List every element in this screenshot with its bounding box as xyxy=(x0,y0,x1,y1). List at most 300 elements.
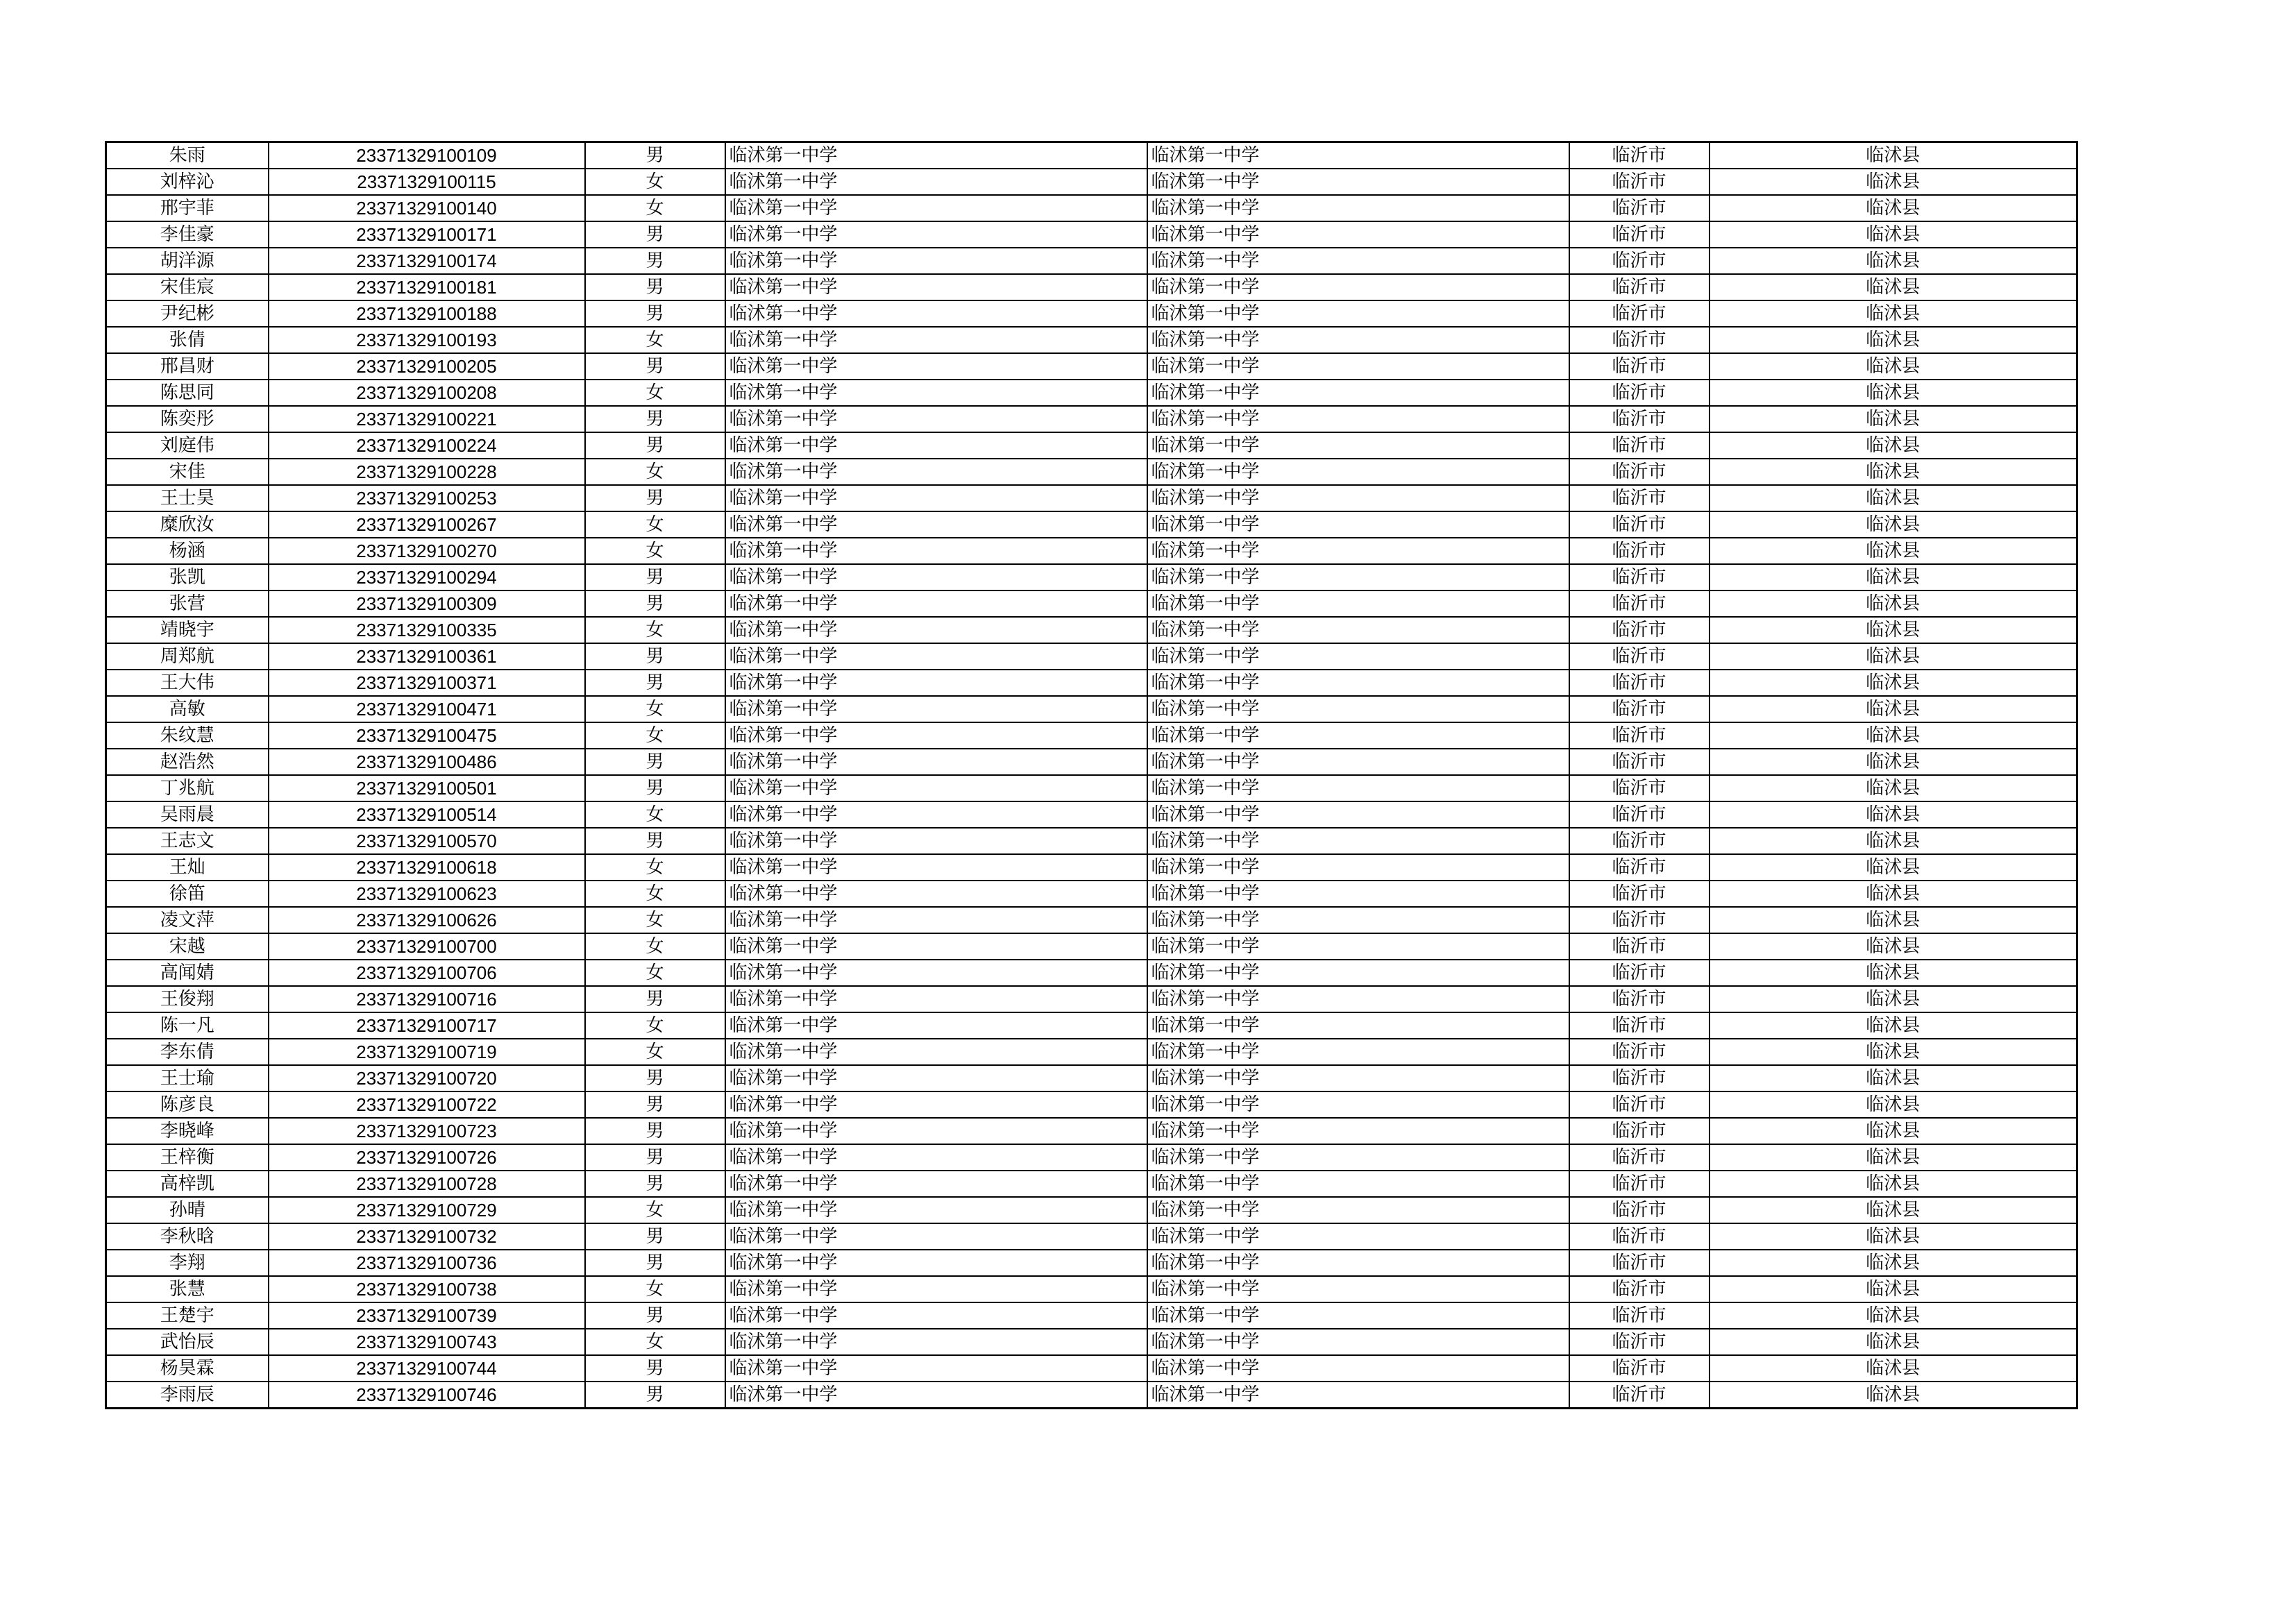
school-cell: 临沭第一中学 xyxy=(725,801,1147,828)
county-cell: 临沭县 xyxy=(1710,696,2077,722)
exam-number-cell: 23371329100722 xyxy=(269,1091,585,1118)
gender-cell: 男 xyxy=(585,300,725,327)
exam-number-cell: 23371329100228 xyxy=(269,459,585,485)
school-cell: 临沭第一中学 xyxy=(725,960,1147,986)
exam-number-cell: 23371329100739 xyxy=(269,1302,585,1329)
gender-cell: 男 xyxy=(585,986,725,1012)
student-name-cell: 徐笛 xyxy=(106,881,269,907)
exam-number-cell: 23371329100270 xyxy=(269,538,585,564)
school-cell: 临沭第一中学 xyxy=(725,775,1147,801)
exam-number-cell: 23371329100205 xyxy=(269,353,585,380)
table-row xyxy=(106,485,2077,511)
student-name-cell: 王士瑜 xyxy=(106,1065,269,1091)
county-cell: 临沭县 xyxy=(1710,380,2077,406)
city-cell: 临沂市 xyxy=(1569,169,1710,195)
school-cell: 临沭第一中学 xyxy=(725,511,1147,538)
table-row xyxy=(106,749,2077,775)
county-cell: 临沭县 xyxy=(1710,881,2077,907)
table-row xyxy=(106,1144,2077,1171)
student-name-cell: 高闻婧 xyxy=(106,960,269,986)
gender-cell: 女 xyxy=(585,1276,725,1302)
county-cell: 临沭县 xyxy=(1710,300,2077,327)
city-cell: 临沂市 xyxy=(1569,221,1710,248)
city-cell: 临沂市 xyxy=(1569,960,1710,986)
student-name-cell: 陈思同 xyxy=(106,380,269,406)
city-cell: 临沂市 xyxy=(1569,643,1710,670)
registration-unit-cell: 临沭第一中学 xyxy=(1147,1355,1569,1382)
school-cell: 临沭第一中学 xyxy=(725,195,1147,221)
city-cell: 临沂市 xyxy=(1569,1329,1710,1355)
exam-number-cell: 23371329100729 xyxy=(269,1197,585,1223)
gender-cell: 男 xyxy=(585,248,725,274)
gender-cell: 女 xyxy=(585,1197,725,1223)
school-cell: 临沭第一中学 xyxy=(725,1250,1147,1276)
student-name-cell: 邢昌财 xyxy=(106,353,269,380)
city-cell: 临沂市 xyxy=(1569,195,1710,221)
gender-cell: 女 xyxy=(585,854,725,881)
registration-unit-cell: 临沭第一中学 xyxy=(1147,353,1569,380)
exam-number-cell: 23371329100719 xyxy=(269,1039,585,1065)
table-row xyxy=(106,327,2077,353)
city-cell: 临沂市 xyxy=(1569,1171,1710,1197)
table-row xyxy=(106,1118,2077,1144)
city-cell: 临沂市 xyxy=(1569,300,1710,327)
table-row xyxy=(106,1382,2077,1409)
gender-cell: 男 xyxy=(585,1355,725,1382)
city-cell: 临沂市 xyxy=(1569,142,1710,169)
gender-cell: 男 xyxy=(585,1118,725,1144)
registration-unit-cell: 临沭第一中学 xyxy=(1147,854,1569,881)
city-cell: 临沂市 xyxy=(1569,907,1710,933)
county-cell: 临沭县 xyxy=(1710,538,2077,564)
student-name-cell: 武怡辰 xyxy=(106,1329,269,1355)
table-row xyxy=(106,590,2077,617)
registration-unit-cell: 临沭第一中学 xyxy=(1147,1250,1569,1276)
county-cell: 临沭县 xyxy=(1710,1329,2077,1355)
exam-number-cell: 23371329100267 xyxy=(269,511,585,538)
registration-unit-cell: 临沭第一中学 xyxy=(1147,1118,1569,1144)
school-cell: 临沭第一中学 xyxy=(725,1382,1147,1409)
registration-unit-cell: 临沭第一中学 xyxy=(1147,538,1569,564)
county-cell: 临沭县 xyxy=(1710,221,2077,248)
city-cell: 临沂市 xyxy=(1569,485,1710,511)
registration-unit-cell: 临沭第一中学 xyxy=(1147,485,1569,511)
registration-unit-cell: 临沭第一中学 xyxy=(1147,1197,1569,1223)
gender-cell: 女 xyxy=(585,960,725,986)
gender-cell: 男 xyxy=(585,1302,725,1329)
county-cell: 临沭县 xyxy=(1710,775,2077,801)
school-cell: 临沭第一中学 xyxy=(725,933,1147,960)
student-name-cell: 张倩 xyxy=(106,327,269,353)
table-row xyxy=(106,643,2077,670)
school-cell: 临沭第一中学 xyxy=(725,1039,1147,1065)
school-cell: 临沭第一中学 xyxy=(725,1276,1147,1302)
table-row xyxy=(106,1171,2077,1197)
exam-number-cell: 23371329100728 xyxy=(269,1171,585,1197)
table-row xyxy=(106,670,2077,696)
student-name-cell: 宋佳 xyxy=(106,459,269,485)
student-name-cell: 王大伟 xyxy=(106,670,269,696)
school-cell: 临沭第一中学 xyxy=(725,1329,1147,1355)
county-cell: 临沭县 xyxy=(1710,960,2077,986)
table-row xyxy=(106,221,2077,248)
student-name-cell: 王志文 xyxy=(106,828,269,854)
city-cell: 临沂市 xyxy=(1569,248,1710,274)
table-row xyxy=(106,1329,2077,1355)
gender-cell: 女 xyxy=(585,169,725,195)
county-cell: 临沭县 xyxy=(1710,590,2077,617)
school-cell: 临沭第一中学 xyxy=(725,327,1147,353)
registration-unit-cell: 临沭第一中学 xyxy=(1147,828,1569,854)
county-cell: 临沭县 xyxy=(1710,617,2077,643)
exam-number-cell: 23371329100717 xyxy=(269,1012,585,1039)
exam-number-cell: 23371329100253 xyxy=(269,485,585,511)
county-cell: 临沭县 xyxy=(1710,1118,2077,1144)
registration-unit-cell: 临沭第一中学 xyxy=(1147,801,1569,828)
registration-unit-cell: 临沭第一中学 xyxy=(1147,1223,1569,1250)
city-cell: 临沂市 xyxy=(1569,801,1710,828)
city-cell: 临沂市 xyxy=(1569,459,1710,485)
gender-cell: 男 xyxy=(585,1171,725,1197)
table-row xyxy=(106,1223,2077,1250)
gender-cell: 男 xyxy=(585,749,725,775)
exam-number-cell: 23371329100181 xyxy=(269,274,585,300)
gender-cell: 女 xyxy=(585,538,725,564)
gender-cell: 男 xyxy=(585,406,725,432)
gender-cell: 男 xyxy=(585,142,725,169)
exam-number-cell: 23371329100140 xyxy=(269,195,585,221)
registration-unit-cell: 临沭第一中学 xyxy=(1147,960,1569,986)
table-row xyxy=(106,801,2077,828)
table-row xyxy=(106,775,2077,801)
table-row xyxy=(106,1276,2077,1302)
registration-unit-cell: 临沭第一中学 xyxy=(1147,881,1569,907)
table-row xyxy=(106,1197,2077,1223)
county-cell: 临沭县 xyxy=(1710,327,2077,353)
gender-cell: 男 xyxy=(585,432,725,459)
registration-unit-cell: 临沭第一中学 xyxy=(1147,195,1569,221)
city-cell: 临沂市 xyxy=(1569,432,1710,459)
city-cell: 临沂市 xyxy=(1569,775,1710,801)
county-cell: 临沭县 xyxy=(1710,1197,2077,1223)
gender-cell: 女 xyxy=(585,459,725,485)
registration-unit-cell: 临沭第一中学 xyxy=(1147,775,1569,801)
table-row xyxy=(106,142,2077,169)
student-name-cell: 王梓衡 xyxy=(106,1144,269,1171)
student-list-table xyxy=(105,141,2078,1409)
school-cell: 临沭第一中学 xyxy=(725,564,1147,590)
student-name-cell: 刘梓沁 xyxy=(106,169,269,195)
student-name-cell: 王士昊 xyxy=(106,485,269,511)
exam-number-cell: 23371329100224 xyxy=(269,432,585,459)
school-cell: 临沭第一中学 xyxy=(725,406,1147,432)
county-cell: 临沭县 xyxy=(1710,1012,2077,1039)
county-cell: 临沭县 xyxy=(1710,670,2077,696)
city-cell: 临沂市 xyxy=(1569,511,1710,538)
county-cell: 临沭县 xyxy=(1710,801,2077,828)
registration-unit-cell: 临沭第一中学 xyxy=(1147,221,1569,248)
county-cell: 临沭县 xyxy=(1710,1250,2077,1276)
gender-cell: 女 xyxy=(585,933,725,960)
table-row xyxy=(106,406,2077,432)
exam-number-cell: 23371329100570 xyxy=(269,828,585,854)
county-cell: 临沭县 xyxy=(1710,406,2077,432)
table-row xyxy=(106,538,2077,564)
table-row xyxy=(106,511,2077,538)
county-cell: 临沭县 xyxy=(1710,1039,2077,1065)
school-cell: 临沭第一中学 xyxy=(725,1197,1147,1223)
table-row xyxy=(106,854,2077,881)
city-cell: 临沂市 xyxy=(1569,1382,1710,1409)
student-name-cell: 周郑航 xyxy=(106,643,269,670)
city-cell: 临沂市 xyxy=(1569,617,1710,643)
exam-number-cell: 23371329100188 xyxy=(269,300,585,327)
registration-unit-cell: 临沭第一中学 xyxy=(1147,142,1569,169)
county-cell: 临沭县 xyxy=(1710,643,2077,670)
student-name-cell: 胡洋源 xyxy=(106,248,269,274)
table-row xyxy=(106,960,2077,986)
city-cell: 临沂市 xyxy=(1569,1355,1710,1382)
table-row xyxy=(106,274,2077,300)
registration-unit-cell: 临沭第一中学 xyxy=(1147,1012,1569,1039)
exam-number-cell: 23371329100623 xyxy=(269,881,585,907)
gender-cell: 女 xyxy=(585,195,725,221)
gender-cell: 女 xyxy=(585,1329,725,1355)
exam-number-cell: 23371329100475 xyxy=(269,722,585,749)
table-row xyxy=(106,248,2077,274)
school-cell: 临沭第一中学 xyxy=(725,643,1147,670)
school-cell: 临沭第一中学 xyxy=(725,749,1147,775)
student-name-cell: 陈彦良 xyxy=(106,1091,269,1118)
school-cell: 临沭第一中学 xyxy=(725,538,1147,564)
gender-cell: 男 xyxy=(585,353,725,380)
city-cell: 临沂市 xyxy=(1569,749,1710,775)
registration-unit-cell: 临沭第一中学 xyxy=(1147,1382,1569,1409)
student-name-cell: 张凯 xyxy=(106,564,269,590)
student-name-cell: 李东倩 xyxy=(106,1039,269,1065)
table-row xyxy=(106,1250,2077,1276)
student-name-cell: 李翔 xyxy=(106,1250,269,1276)
exam-number-cell: 23371329100208 xyxy=(269,380,585,406)
student-name-cell: 朱雨 xyxy=(106,142,269,169)
county-cell: 临沭县 xyxy=(1710,432,2077,459)
city-cell: 临沂市 xyxy=(1569,564,1710,590)
city-cell: 临沂市 xyxy=(1569,670,1710,696)
registration-unit-cell: 临沭第一中学 xyxy=(1147,986,1569,1012)
exam-number-cell: 23371329100309 xyxy=(269,590,585,617)
school-cell: 临沭第一中学 xyxy=(725,1118,1147,1144)
student-name-cell: 刘庭伟 xyxy=(106,432,269,459)
table-row xyxy=(106,353,2077,380)
exam-number-cell: 23371329100115 xyxy=(269,169,585,195)
city-cell: 临沂市 xyxy=(1569,1118,1710,1144)
exam-number-cell: 23371329100626 xyxy=(269,907,585,933)
student-name-cell: 宋越 xyxy=(106,933,269,960)
student-name-cell: 高梓凯 xyxy=(106,1171,269,1197)
gender-cell: 男 xyxy=(585,643,725,670)
registration-unit-cell: 临沭第一中学 xyxy=(1147,406,1569,432)
county-cell: 临沭县 xyxy=(1710,986,2077,1012)
school-cell: 临沭第一中学 xyxy=(725,1355,1147,1382)
student-name-cell: 尹纪彬 xyxy=(106,300,269,327)
city-cell: 临沂市 xyxy=(1569,933,1710,960)
gender-cell: 女 xyxy=(585,696,725,722)
county-cell: 临沭县 xyxy=(1710,749,2077,775)
student-name-cell: 宋佳宸 xyxy=(106,274,269,300)
city-cell: 临沂市 xyxy=(1569,590,1710,617)
school-cell: 临沭第一中学 xyxy=(725,696,1147,722)
gender-cell: 女 xyxy=(585,907,725,933)
gender-cell: 男 xyxy=(585,775,725,801)
exam-number-cell: 23371329100744 xyxy=(269,1355,585,1382)
city-cell: 临沂市 xyxy=(1569,1302,1710,1329)
city-cell: 临沂市 xyxy=(1569,696,1710,722)
exam-number-cell: 23371329100720 xyxy=(269,1065,585,1091)
school-cell: 临沭第一中学 xyxy=(725,300,1147,327)
city-cell: 临沂市 xyxy=(1569,854,1710,881)
county-cell: 临沭县 xyxy=(1710,1171,2077,1197)
exam-number-cell: 23371329100174 xyxy=(269,248,585,274)
gender-cell: 女 xyxy=(585,511,725,538)
county-cell: 临沭县 xyxy=(1710,1276,2077,1302)
exam-number-cell: 23371329100109 xyxy=(269,142,585,169)
registration-unit-cell: 临沭第一中学 xyxy=(1147,1276,1569,1302)
student-name-cell: 陈奕彤 xyxy=(106,406,269,432)
city-cell: 临沂市 xyxy=(1569,1197,1710,1223)
table-row xyxy=(106,1091,2077,1118)
county-cell: 临沭县 xyxy=(1710,169,2077,195)
school-cell: 临沭第一中学 xyxy=(725,142,1147,169)
school-cell: 临沭第一中学 xyxy=(725,617,1147,643)
student-name-cell: 靖晓宇 xyxy=(106,617,269,643)
city-cell: 临沂市 xyxy=(1569,406,1710,432)
school-cell: 临沭第一中学 xyxy=(725,485,1147,511)
gender-cell: 女 xyxy=(585,722,725,749)
gender-cell: 男 xyxy=(585,670,725,696)
school-cell: 临沭第一中学 xyxy=(725,1223,1147,1250)
student-name-cell: 孙晴 xyxy=(106,1197,269,1223)
table-row xyxy=(106,1012,2077,1039)
student-name-cell: 丁兆航 xyxy=(106,775,269,801)
table-row xyxy=(106,986,2077,1012)
school-cell: 临沭第一中学 xyxy=(725,432,1147,459)
registration-unit-cell: 临沭第一中学 xyxy=(1147,511,1569,538)
city-cell: 临沂市 xyxy=(1569,986,1710,1012)
student-name-cell: 杨涵 xyxy=(106,538,269,564)
registration-unit-cell: 临沭第一中学 xyxy=(1147,300,1569,327)
registration-unit-cell: 临沭第一中学 xyxy=(1147,722,1569,749)
table-row xyxy=(106,195,2077,221)
city-cell: 临沂市 xyxy=(1569,380,1710,406)
table-row xyxy=(106,432,2077,459)
school-cell: 临沭第一中学 xyxy=(725,1065,1147,1091)
county-cell: 临沭县 xyxy=(1710,1355,2077,1382)
exam-number-cell: 23371329100726 xyxy=(269,1144,585,1171)
exam-number-cell: 23371329100746 xyxy=(269,1382,585,1409)
school-cell: 临沭第一中学 xyxy=(725,1091,1147,1118)
gender-cell: 女 xyxy=(585,617,725,643)
exam-number-cell: 23371329100700 xyxy=(269,933,585,960)
school-cell: 临沭第一中学 xyxy=(725,221,1147,248)
student-name-cell: 张慧 xyxy=(106,1276,269,1302)
registration-unit-cell: 临沭第一中学 xyxy=(1147,459,1569,485)
table-row xyxy=(106,1039,2077,1065)
county-cell: 临沭县 xyxy=(1710,274,2077,300)
registration-unit-cell: 临沭第一中学 xyxy=(1147,749,1569,775)
student-name-cell: 高敏 xyxy=(106,696,269,722)
registration-unit-cell: 临沭第一中学 xyxy=(1147,933,1569,960)
city-cell: 临沂市 xyxy=(1569,1276,1710,1302)
gender-cell: 男 xyxy=(585,1091,725,1118)
table-row xyxy=(106,1065,2077,1091)
exam-number-cell: 23371329100171 xyxy=(269,221,585,248)
student-name-cell: 王灿 xyxy=(106,854,269,881)
city-cell: 临沂市 xyxy=(1569,722,1710,749)
exam-number-cell: 23371329100716 xyxy=(269,986,585,1012)
city-cell: 临沂市 xyxy=(1569,1091,1710,1118)
gender-cell: 男 xyxy=(585,485,725,511)
table-row xyxy=(106,169,2077,195)
school-cell: 临沭第一中学 xyxy=(725,722,1147,749)
exam-number-cell: 23371329100193 xyxy=(269,327,585,353)
registration-unit-cell: 临沭第一中学 xyxy=(1147,1329,1569,1355)
city-cell: 临沂市 xyxy=(1569,881,1710,907)
registration-unit-cell: 临沭第一中学 xyxy=(1147,564,1569,590)
registration-unit-cell: 临沭第一中学 xyxy=(1147,696,1569,722)
county-cell: 临沭县 xyxy=(1710,1065,2077,1091)
table-row xyxy=(106,564,2077,590)
gender-cell: 男 xyxy=(585,1144,725,1171)
student-name-cell: 王楚宇 xyxy=(106,1302,269,1329)
exam-number-cell: 23371329100732 xyxy=(269,1223,585,1250)
city-cell: 临沂市 xyxy=(1569,353,1710,380)
school-cell: 临沭第一中学 xyxy=(725,380,1147,406)
county-cell: 临沭县 xyxy=(1710,248,2077,274)
gender-cell: 男 xyxy=(585,590,725,617)
school-cell: 临沭第一中学 xyxy=(725,854,1147,881)
registration-unit-cell: 临沭第一中学 xyxy=(1147,1065,1569,1091)
school-cell: 临沭第一中学 xyxy=(725,274,1147,300)
city-cell: 临沂市 xyxy=(1569,1250,1710,1276)
school-cell: 临沭第一中学 xyxy=(725,169,1147,195)
table-row xyxy=(106,722,2077,749)
gender-cell: 女 xyxy=(585,327,725,353)
city-cell: 临沂市 xyxy=(1569,1144,1710,1171)
county-cell: 临沭县 xyxy=(1710,1382,2077,1409)
county-cell: 临沭县 xyxy=(1710,353,2077,380)
exam-number-cell: 23371329100738 xyxy=(269,1276,585,1302)
city-cell: 临沂市 xyxy=(1569,1065,1710,1091)
registration-unit-cell: 临沭第一中学 xyxy=(1147,590,1569,617)
registration-unit-cell: 临沭第一中学 xyxy=(1147,643,1569,670)
table-row xyxy=(106,1355,2077,1382)
student-name-cell: 王俊翔 xyxy=(106,986,269,1012)
county-cell: 临沭县 xyxy=(1710,511,2077,538)
table-row xyxy=(106,459,2077,485)
school-cell: 临沭第一中学 xyxy=(725,459,1147,485)
exam-number-cell: 23371329100335 xyxy=(269,617,585,643)
school-cell: 临沭第一中学 xyxy=(725,353,1147,380)
city-cell: 临沂市 xyxy=(1569,538,1710,564)
county-cell: 临沭县 xyxy=(1710,564,2077,590)
school-cell: 临沭第一中学 xyxy=(725,1171,1147,1197)
county-cell: 临沭县 xyxy=(1710,1302,2077,1329)
table-row xyxy=(106,1302,2077,1329)
table-body xyxy=(106,142,2077,1409)
student-name-cell: 吴雨晨 xyxy=(106,801,269,828)
registration-unit-cell: 临沭第一中学 xyxy=(1147,1039,1569,1065)
gender-cell: 男 xyxy=(585,564,725,590)
